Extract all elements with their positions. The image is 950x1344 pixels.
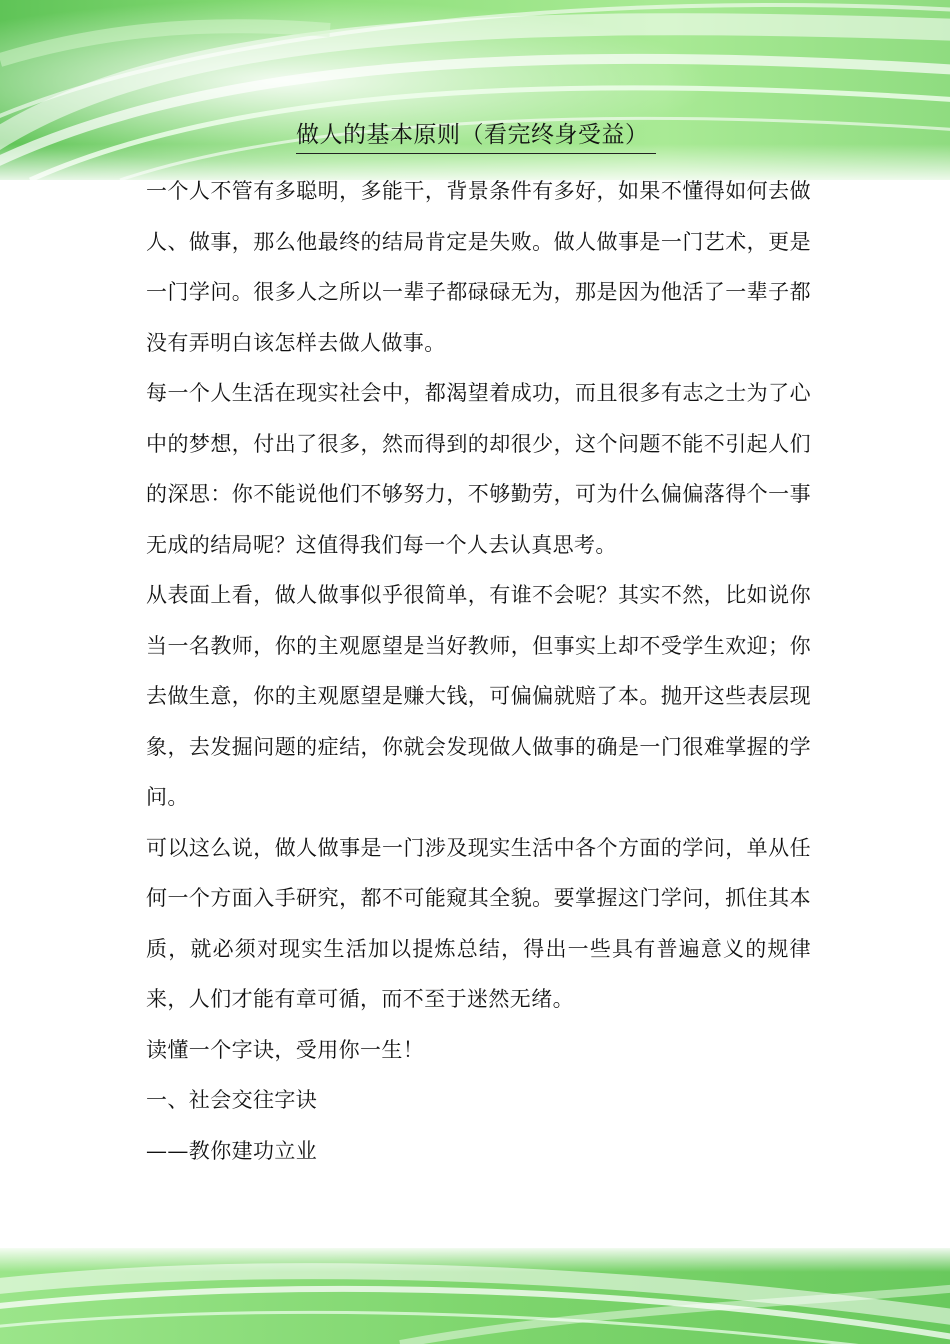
paragraph-success: 每一个人生活在现实社会中，都渴望着成功，而且很多有志之士为了心中的梦想，付出了很多，然而得到的却很少，这个问题不能不引起人们的深思：你不能说他们不够努力，不够勤劳，可为什么偏偏落得个一事无成的结局呢？这值得我们每一个人去认真思考。 <box>146 381 811 557</box>
document-body <box>146 166 811 1176</box>
document-title: 做人的基本原则（看完终身受益） <box>296 118 656 154</box>
paragraph-intro: 一个人不管有多聪明，多能干，背景条件有多好，如果不懂得如何去做人、做事，那么他最终的结局肯定是失败。做人做事是一门艺术，更是一门学问。很多人之所以一辈子都碌碌无为，那是因为他活了一辈子都没有弄明白该怎样去做人做事。 <box>146 179 811 355</box>
paragraph-surface: 从表面上看，做人做事似乎很简单，有谁不会呢？其实不然，比如说你当一名教师，你的主观愿望是当好教师，但事实上却不受学生欢迎；你去做生意，你的主观愿望是赚大钱，可偏偏就赔了本。抛开这些表层现象，去发掘问题的症结，你就会发现做人做事的确是一门很难掌握的学问。 <box>146 583 811 809</box>
footer-banner <box>0 1248 950 1344</box>
section-heading: 一、社会交往字诀 <box>146 1088 318 1112</box>
section-subheading: ——教你建功立业 <box>146 1138 318 1163</box>
footer-swoosh-graphic <box>0 1248 950 1344</box>
paragraph-essence: 可以这么说，做人做事是一门涉及现实生活中各个方面的学问，单从任何一个方面入手研究，都不可能窥其全貌。要掌握这门学问，抓住其本质，就必须对现实生活加以提炼总结，得出一些具有普遍意义的规律来，人们才能有章可循，而不至于迷然无绪。 <box>146 835 811 1011</box>
paragraph-motto: 读懂一个字诀，受用你一生！ <box>146 1037 425 1062</box>
